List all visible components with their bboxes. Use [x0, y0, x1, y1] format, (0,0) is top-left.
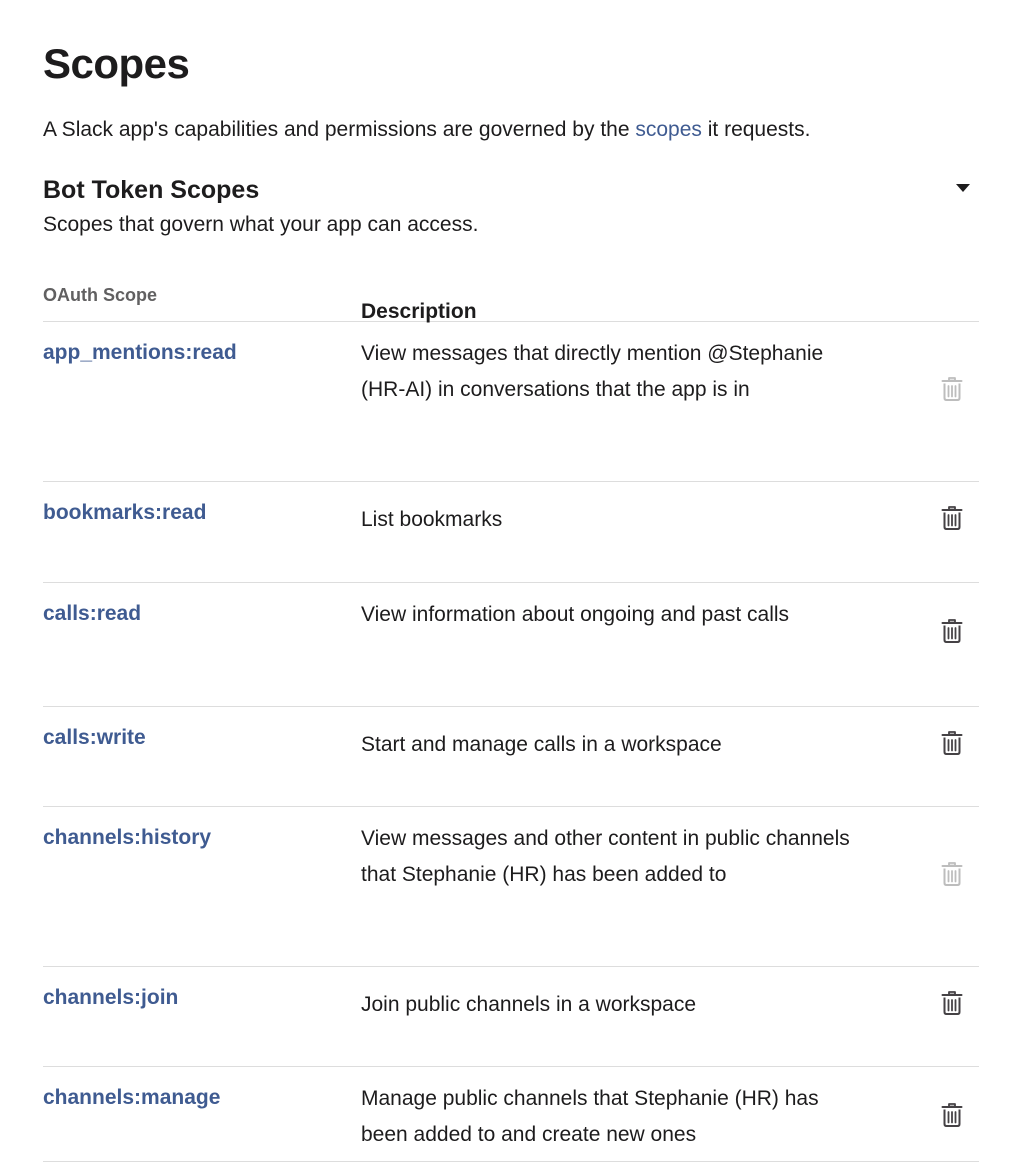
trash-icon[interactable] [939, 728, 965, 758]
page-title: Scopes [43, 40, 190, 87]
scope-description: View information about ongoing and past calls [361, 603, 790, 626]
intro-text [43, 116, 810, 144]
column-header-oauth-scope: OAuth Scope [43, 285, 158, 305]
table-row [43, 583, 979, 707]
table-row [43, 967, 979, 1067]
scope-description: Start and manage calls in a workspace [361, 733, 722, 756]
table-row [43, 807, 979, 967]
scope-name[interactable]: app_mentions:read [43, 341, 237, 364]
table-row [43, 1067, 979, 1162]
scope-description: View messages and other content in public channels that Stephanie (HR) has been added to [361, 827, 850, 886]
scope-description: Join public channels in a workspace [361, 993, 697, 1016]
scope-name[interactable]: channels:manage [43, 1086, 221, 1109]
table-row [43, 707, 979, 807]
trash-icon[interactable] [939, 988, 965, 1018]
scope-description: Manage public channels that Stephanie (HR) has been added to and create new ones [361, 1087, 819, 1146]
scopes-table [43, 280, 979, 1162]
column-header-description: Description [361, 300, 477, 323]
scopes-link[interactable]: scopes [635, 118, 702, 141]
scope-name[interactable]: calls:read [43, 602, 142, 625]
trash-icon[interactable] [939, 1100, 965, 1130]
scope-name[interactable]: channels:join [43, 986, 179, 1009]
scope-name[interactable]: calls:write [43, 726, 146, 749]
section-subtitle: Scopes that govern what your app can access. [43, 213, 479, 236]
scope-name[interactable]: channels:history [43, 826, 212, 849]
intro-text-before: A Slack app's capabilities and permissions are governed by the [43, 118, 636, 141]
caret-down-icon[interactable] [953, 178, 973, 198]
section-title: Bot Token Scopes [43, 176, 260, 204]
table-body [43, 322, 979, 1162]
trash-icon[interactable] [939, 616, 965, 646]
table-header [43, 280, 979, 322]
intro-text-after: it requests. [701, 118, 811, 141]
trash-icon[interactable] [939, 503, 965, 533]
scope-name[interactable]: bookmarks:read [43, 501, 207, 524]
scope-description: View messages that directly mention @Stephanie (HR-AI) in conversations that the app is in [361, 342, 824, 401]
trash-icon [939, 859, 965, 889]
table-row [43, 482, 979, 583]
table-row [43, 322, 979, 482]
trash-icon [939, 374, 965, 404]
scope-description: List bookmarks [361, 508, 503, 531]
